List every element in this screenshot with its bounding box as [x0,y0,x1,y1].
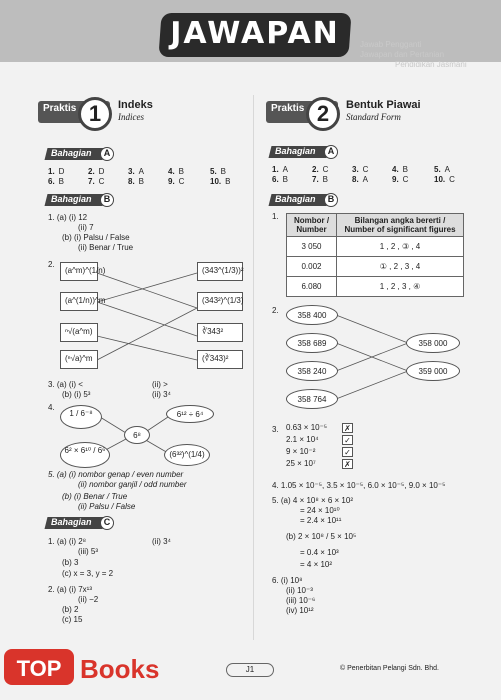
answer-line: (ii) 7 [78,223,94,232]
question-number: 2. [272,306,279,315]
logo-text-top: TOP [16,656,62,681]
mcq-answer: 9. C [392,175,409,184]
indices-box-left: (a^(1/n))^m [60,292,98,311]
answer-line: = 4 × 10² [300,560,333,569]
mcq-answer: 6. B [272,175,289,184]
rounding-node-left: 358 689 [286,333,338,353]
table-row [287,277,464,297]
check-row [286,435,376,447]
rounding-node-left: 358 400 [286,305,338,325]
mcq-answer: 3. A [128,167,145,176]
mcq-answer: 9. C [168,177,185,186]
answer-line: = 24 × 10¹⁰ [300,506,340,515]
bahagian-b-heading [46,193,116,207]
indices-box-left: ⁿ√(a^m) [60,323,98,342]
indices-node: 1 / 6⁻⁸ [60,405,102,429]
answer-line: (b) 2 [62,605,79,614]
bahagian-letter: B [324,193,338,207]
indices-box-left: (a^m)^(1/n) [60,262,98,281]
standard-form-expression: 0.63 × 10⁻⁵ [286,423,328,433]
bahagian-b-heading [270,193,340,207]
check-icon: ✓ [342,447,353,457]
indices-box-right: ∛343² [197,323,243,342]
mcq-answer: 1. A [272,165,289,174]
answer-line: 4. 1.05 × 10⁻⁵, 3.5 × 10⁻⁵, 6.0 × 10⁻⁵, 9.0 × 10⁻⁵ [272,481,446,490]
page-number: J1 [226,663,274,677]
indices-box-right: (343²)^(1/3) [197,292,243,311]
answer-line: 5. (a) (i) nombor genap / even number [48,470,184,479]
topbooks-logo-graphic [2,643,182,695]
mcq-answer: 10. B [210,177,231,186]
rounding-node-left: 358 764 [286,389,338,409]
question-number: 3. [272,425,279,434]
mcq-answer: 5. B [210,167,227,176]
ghost-text: Pendidikan Jasmani [395,60,467,69]
praktis-header-1 [38,97,228,127]
praktis-tab: Praktis [266,101,338,123]
column-divider [253,95,254,640]
question-number: 4. [48,403,55,412]
question-number: 1. [272,212,279,221]
answer-line: = 0.4 × 10³ [300,548,339,557]
indices-center-node: 6⁸ [124,426,150,444]
answer-line: (c) x = 3, y = 2 [62,569,114,578]
bahagian-letter: A [324,145,338,159]
standard-form-check-list [286,423,376,471]
table-cell: ① , 2 , 3 , 4 [337,257,464,277]
answer-line: (b) (i) 5³ [62,390,91,399]
answer-line: (ii) −2 [78,595,99,604]
check-icon: ✓ [342,435,353,445]
indices-node: 6¹² ÷ 6⁴ [166,405,214,423]
standard-form-expression: 2.1 × 10⁴ [286,435,319,445]
praktis-number: 2 [306,97,340,131]
indices-box-left: (ⁿ√a)^m [60,350,98,369]
indices-box-right: (∛343)² [197,350,243,369]
answer-line: (c) 15 [62,615,83,624]
praktis-header-2 [266,97,456,127]
page-title: JAWAPAN [170,16,340,51]
answer-line: 2. (a) (i) 7x¹³ [48,585,92,594]
mcq-answer: 2. C [312,165,329,174]
significant-figures-table [286,213,464,297]
answer-line: (b) 2 × 10⁸ / 5 × 10⁵ [286,532,357,541]
standard-form-expression: 9 × 10⁻² [286,447,316,457]
mcq-answer: 6. B [48,177,65,186]
rounding-node-left: 358 240 [286,361,338,381]
question-number: 2. [48,260,55,269]
answer-line: (iii) 10⁻⁶ [286,596,316,605]
answer-line: (ii) 10⁻³ [286,586,313,595]
table-cell: 1 , 2 , 3 , ④ [337,277,464,297]
bahagian-letter: A [100,147,114,161]
copyright-text: © Penerbitan Pelangi Sdn. Bhd. [340,665,439,672]
praktis-subtitle: Indices [118,112,144,122]
praktis-title: Bentuk Piawai [346,99,421,111]
bahagian-letter: C [100,516,114,530]
answer-line: 1. (a) (i) 2⁸ [48,537,87,546]
cross-icon: ✗ [342,423,353,433]
mcq-answer: 3. C [352,165,369,174]
answer-line: (iv) 10¹² [286,606,314,615]
answer-line: 5. (a) 4 × 10⁸ × 6 × 10² [272,496,353,505]
bahagian-label: Bahagian [51,148,92,158]
praktis-number: 1 [78,97,112,131]
praktis-title: Indeks [118,99,153,111]
standard-form-expression: 25 × 10⁷ [286,459,316,469]
bahagian-label: Bahagian [275,194,316,204]
topbooks-logo [2,643,182,695]
mcq-answer: 10. C [434,175,455,184]
answer-line: (ii) nombor ganjil / odd number [78,480,187,489]
indices-node: (6³²)^(1/4) [164,444,210,466]
table-cell: 1 , 2 , ③ , 4 [337,237,464,257]
ghost-text: Jawapan dan Pertanian [360,50,445,59]
cross-icon: ✗ [342,459,353,469]
mcq-answer: 4. B [392,165,409,174]
mcq-answer: 8. B [128,177,145,186]
check-row [286,447,376,459]
mcq-answer: 5. A [434,165,451,174]
check-row [286,423,376,435]
praktis-subtitle: Standard Form [346,112,401,122]
indices-box-right: (343^(1/3))² [197,262,243,281]
answer-line: (iii) 5³ [78,547,98,556]
table-header: Bilangan angka bererti / Number of significant figures [337,214,464,237]
bahagian-label: Bahagian [275,146,316,156]
mcq-answers-right [272,165,472,189]
answer-line: (b) (i) Palsu / False [62,233,130,242]
answer-line: = 2.4 × 10¹¹ [300,516,342,525]
ghost-text: Jawab Pengganti [360,40,422,49]
mcq-answer: 2. D [88,167,105,176]
bahagian-c-heading [46,516,116,530]
bahagian-a-heading [46,147,116,161]
mcq-answer: 1. D [48,167,65,176]
table-row [287,257,464,277]
table-row [287,237,464,257]
answer-line: (ii) 3⁴ [152,390,171,399]
answer-line: 6. (i) 10⁸ [272,576,303,585]
logo-text-books: Books [80,654,160,684]
answer-line: (ii) 3⁴ [152,537,171,546]
rounding-node-right: 359 000 [406,361,460,381]
bahagian-label: Bahagian [51,517,92,527]
table-cell: 3 050 [287,237,337,257]
bahagian-label: Bahagian [51,194,92,204]
praktis-tab: Praktis [38,101,110,123]
answer-line: (ii) Benar / True [78,243,134,252]
rounding-node-right: 358 000 [406,333,460,353]
answer-line: (b) 3 [62,558,79,567]
check-row [286,459,376,471]
answer-line: (ii) > [152,380,168,389]
answer-line: 3. (a) (i) < [48,380,83,389]
mcq-answer: 7. C [88,177,105,186]
bahagian-letter: B [100,193,114,207]
mcq-answers-left [48,167,248,191]
mcq-answer: 4. B [168,167,185,176]
table-cell: 6.080 [287,277,337,297]
mcq-answer: 7. B [312,175,329,184]
table-header: Nombor / Number [287,214,337,237]
answer-line: (b) (i) Benar / True [62,492,128,501]
answer-line: 1. (a) (i) 12 [48,213,88,222]
mcq-answer: 8. A [352,175,369,184]
bahagian-a-heading [270,145,340,159]
indices-node: 6² × 6¹⁰ / 6⁶ [60,442,110,468]
table-cell: 0.002 [287,257,337,277]
answer-line: (ii) Palsu / False [78,502,136,511]
